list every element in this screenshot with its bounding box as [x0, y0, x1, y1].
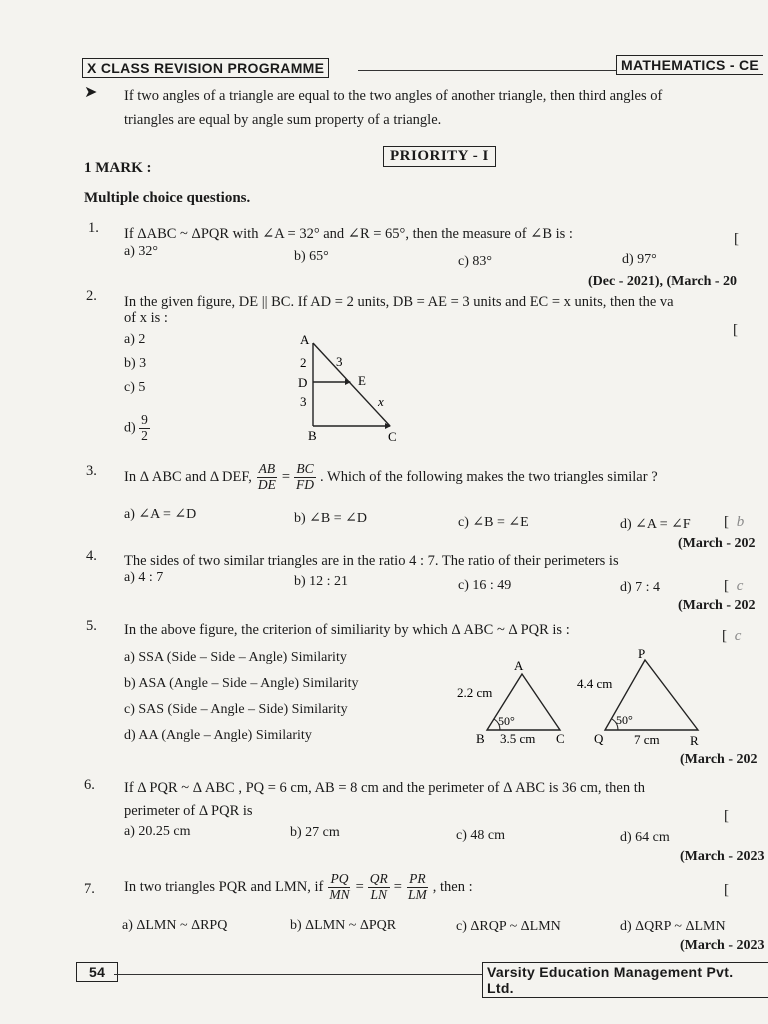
q5-vertex-R: R — [690, 733, 699, 748]
q7-source: (March - 2023 — [680, 938, 765, 953]
q5-label-pq: 4.4 cm — [577, 676, 613, 691]
q2-label-db: 3 — [300, 394, 307, 409]
q7-fraction-2 — [368, 872, 390, 903]
q3-fraction-1 — [256, 462, 278, 493]
q7-text — [124, 872, 473, 903]
q7-fraction-3 — [406, 872, 429, 903]
q6-option-a: a) 20.25 cm — [124, 824, 191, 839]
q3-equals: = — [281, 468, 291, 485]
q3-text-pre: In Δ ABC and Δ DEF, — [124, 468, 252, 485]
q3-option-b: b) ∠B = ∠D — [294, 511, 367, 526]
q4-answer-bracket — [724, 578, 743, 595]
q5-vertex-Q: Q — [594, 731, 604, 746]
q6-number: 6. — [84, 777, 95, 793]
q2-line-1: In the given figure, DE || BC. If AD = 2 units, DB = AE = 3 units and EC = x units, then the va — [124, 294, 674, 310]
q3-frac2-den: FD — [296, 476, 315, 492]
q2-triangle-figure — [290, 330, 410, 448]
q3-option-a: a) ∠A = ∠D — [124, 507, 197, 522]
q2-frac-numerator: 9 — [141, 412, 148, 427]
q2-label-ad: 2 — [300, 355, 307, 370]
q5-handwritten-answer: c — [734, 628, 742, 644]
q2-option-d-label: d) — [124, 420, 136, 436]
q5-label-bc: 3.5 cm — [500, 731, 536, 746]
q7-option-c: c) ΔRQP ~ ΔLMN — [456, 919, 561, 934]
q1-option-a: a) 32° — [124, 244, 158, 259]
header-rule — [358, 70, 618, 71]
q1-option-c: c) 83° — [458, 254, 492, 269]
q3-number: 3. — [86, 463, 97, 479]
q5-source: (March - 202 — [680, 752, 758, 767]
q4-option-c: c) 16 : 49 — [458, 578, 512, 593]
q6-line-2: perimeter of Δ PQR is — [124, 803, 253, 819]
q7-text-post: , then : — [432, 878, 473, 895]
mark-label: 1 MARK : — [84, 160, 152, 176]
q2-vertex-D: D — [298, 375, 308, 390]
q7-frac2-num: QR — [369, 871, 388, 886]
q5-bracket-char: [ — [722, 628, 727, 644]
priority-badge: PRIORITY - I — [383, 146, 496, 167]
q7-text-pre: In two triangles PQR and LMN, if — [124, 878, 324, 895]
q6-option-c: c) 48 cm — [456, 828, 505, 843]
q4-option-a: a) 4 : 7 — [124, 570, 164, 585]
q3-fraction-2 — [294, 462, 316, 493]
q4-option-b: b) 12 : 21 — [294, 574, 349, 589]
q5-label-ab: 2.2 cm — [457, 685, 493, 700]
q2-number: 2. — [86, 288, 97, 304]
header-left-title: X CLASS REVISION PROGRAMME — [82, 58, 329, 78]
intro-line-2: triangles are equal by angle sum property of a triangle. — [124, 112, 442, 128]
q7-frac3-num: PR — [409, 871, 426, 886]
q1-option-b: b) 65° — [294, 249, 329, 264]
q5-vertex-B: B — [476, 731, 485, 746]
q3-text — [124, 462, 658, 493]
q7-option-a: a) ΔLMN ~ ΔRPQ — [122, 918, 228, 933]
q6-line-1: If Δ PQR ~ Δ ABC , PQ = 6 cm, AB = 8 cm and the perimeter of Δ ABC is 36 cm, then th — [124, 780, 645, 796]
q2-option-d — [124, 413, 150, 444]
q3-answer-bracket — [724, 514, 744, 531]
q3-option-d: d) ∠A = ∠F — [620, 517, 691, 532]
intro-line-1: If two angles of a triangle are equal to the two angles of another triangle, then third angles of — [124, 88, 663, 104]
q2-label-ec: x — [378, 394, 384, 409]
q7-frac1-den: MN — [329, 886, 350, 902]
q5-option-a: a) SSA (Side – Side – Angle) Similarity — [124, 650, 347, 665]
q5-similar-triangles-figure — [452, 646, 722, 750]
q1-source: (Dec - 2021), (March - 20 — [588, 274, 738, 289]
q7-equals-1: = — [355, 878, 364, 895]
q1-answer-bracket: [ — [734, 231, 739, 247]
header-right-title: MATHEMATICS - CE — [616, 55, 763, 75]
q1-option-d: d) 97° — [622, 252, 657, 267]
q3-frac2-num: BC — [296, 461, 314, 476]
q3-frac1-den: DE — [257, 476, 276, 492]
q7-equals-2: = — [393, 878, 402, 895]
q1-number: 1. — [88, 220, 99, 236]
q2-option-c: c) 5 — [124, 380, 146, 395]
q4-number: 4. — [86, 548, 97, 564]
q2-option-b: b) 3 — [124, 356, 147, 371]
q5-angle-Q: 50° — [616, 713, 633, 727]
q5-vertex-P: P — [638, 646, 646, 661]
q5-text: In the above figure, the criterion of similiarity by which Δ ABC ~ Δ PQR is : — [124, 622, 570, 638]
q5-number: 5. — [86, 618, 97, 634]
q2-option-a: a) 2 — [124, 332, 146, 347]
q1-text: If ΔABC ~ ΔPQR with ∠A = 32° and ∠R = 65°, then the measure of ∠B is : — [124, 226, 573, 242]
section-title: Multiple choice questions. — [84, 190, 251, 206]
q7-fraction-1 — [327, 872, 351, 903]
q3-source: (March - 202 — [678, 536, 756, 551]
q5-option-d: d) AA (Angle – Angle) Similarity — [124, 728, 312, 743]
q7-answer-bracket: [ — [724, 882, 729, 898]
q2-vertex-C: C — [388, 429, 397, 444]
q7-frac1-num: PQ — [330, 871, 349, 886]
page-number: 54 — [76, 962, 118, 982]
q4-handwritten-answer: c — [736, 578, 744, 594]
q3-text-post: . Which of the following makes the two triangles similar ? — [320, 468, 658, 485]
q6-answer-bracket: [ — [724, 808, 729, 824]
q3-handwritten-answer: b — [736, 514, 745, 530]
q7-number: 7. — [84, 881, 95, 897]
q7-frac2-den: LN — [370, 886, 388, 902]
q2-frac-denominator: 2 — [141, 427, 148, 443]
q3-frac1-num: AB — [258, 461, 276, 476]
q4-option-d: d) 7 : 4 — [620, 580, 661, 595]
q5-option-b: b) ASA (Angle – Side – Angle) Similarity — [124, 676, 359, 691]
q2-answer-bracket: [ — [733, 322, 738, 338]
q5-vertex-C: C — [556, 731, 565, 746]
q2-label-ae: 3 — [336, 354, 343, 369]
q2-vertex-E: E — [358, 373, 366, 388]
q7-option-b: b) ΔLMN ~ ΔPQR — [290, 918, 397, 933]
q7-frac3-den: LM — [407, 886, 427, 902]
footer-rule — [114, 974, 484, 975]
q5-label-qr: 7 cm — [634, 732, 660, 747]
q2-option-d-fraction — [139, 413, 150, 444]
q7-option-d: d) ΔQRP ~ ΔLMN — [620, 919, 726, 934]
bullet-arrow: ➤ — [84, 84, 98, 101]
q5-angle-B: 50° — [498, 714, 515, 728]
q6-source: (March - 2023 — [680, 849, 765, 864]
footer-publisher: Varsity Education Management Pvt. Ltd. — [482, 962, 768, 998]
q3-bracket-char: [ — [724, 514, 729, 530]
q5-option-c: c) SAS (Side – Angle – Side) Similarity — [124, 702, 348, 717]
q3-option-c: c) ∠B = ∠E — [458, 515, 529, 530]
q4-bracket-char: [ — [724, 578, 729, 594]
q5-answer-bracket — [722, 628, 741, 645]
q4-source: (March - 202 — [678, 598, 756, 613]
q2-vertex-A: A — [300, 332, 310, 347]
q2-line-2: of x is : — [124, 310, 168, 326]
q6-option-d: d) 64 cm — [620, 830, 670, 845]
q4-text: The sides of two similar triangles are in the ratio 4 : 7. The ratio of their perimeters is — [124, 553, 619, 569]
q5-vertex-A: A — [514, 658, 524, 673]
q2-vertex-B: B — [308, 428, 317, 443]
q6-option-b: b) 27 cm — [290, 825, 340, 840]
